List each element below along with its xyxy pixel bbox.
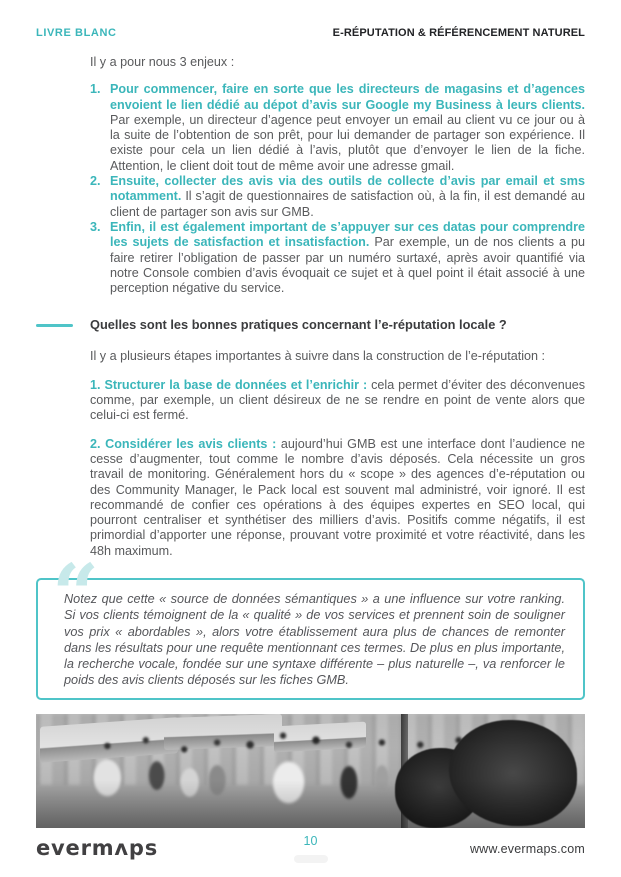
- list-item: [90, 174, 585, 220]
- page-header: [36, 27, 585, 39]
- step-paragraph: [90, 437, 585, 559]
- list-item: [90, 82, 585, 174]
- quote-box: [36, 547, 585, 700]
- list-item-lead: Pour commencer, faire en sorte que les directeurs de magasins et d’agences envoient le lien dédié au dépot d’avis sur Google my Business à leurs clients.: [110, 82, 585, 112]
- list-item: [90, 220, 585, 296]
- list-item-lead: Enfin, il est également important de s’appuyer sur ces datas pour comprendre les sujets de satisfaction et insatisfaction.: [110, 219, 585, 250]
- doc-title: E-RÉPUTATION & RÉFÉRENCEMENT NATUREL: [332, 27, 585, 39]
- list-item-body: Il s’agit de questionnaires de satisfaction où, à la fin, il est demandé au client de partager son avis sur GMB.: [110, 189, 585, 219]
- street-photo: [36, 714, 585, 828]
- step-lead: 1. Structurer la base de données et l’enrichir :: [90, 377, 368, 392]
- list-item-body: Par exemple, un de nos clients a pu faire retirer l’obligation de passer par un numéro surtaxé, après avoir quantifié via notre Console combien d’avis évoquait ce sujet et à quel point il était associé à une perception négative du service.: [110, 235, 585, 296]
- page-number-underline: [294, 855, 328, 863]
- list-item-text: [110, 82, 585, 174]
- list-item-lead: Ensuite, collecter des avis via des outils de collecte d’avis par email et sms notamment.: [110, 174, 585, 204]
- numbered-list: [90, 82, 585, 296]
- main-content: [36, 55, 585, 559]
- doc-type-label: LIVRE BLANC: [36, 27, 117, 39]
- page-number: 10: [303, 834, 318, 848]
- list-item-text: [110, 220, 585, 296]
- list-item-number: 3.: [90, 219, 101, 234]
- list-item-number: 1.: [90, 82, 101, 97]
- section-heading-block: [90, 317, 585, 333]
- website-url: www.evermaps.com: [469, 841, 585, 856]
- list-item-number: 2.: [90, 174, 101, 189]
- section-dash-line: [36, 324, 73, 327]
- body-column: [90, 55, 585, 559]
- step-paragraph: [90, 378, 585, 424]
- list-item-body: Par exemple, un directeur d’agence peut envoyer un email au client vu ce jour ou à la suite de l’obtention de son prêt, pour lui demander de partager son expérience. Il existe pour cela un lien dédié à l’avis, plutôt que d’envoyer le lien de la fiche. Attention, le client doit tout de même avoir une adresse gmail.: [110, 112, 585, 173]
- photo-shading-layer: [36, 714, 585, 828]
- intro-paragraph: Il y a pour nous 3 enjeux :: [90, 55, 235, 69]
- quote-text: Notez que cette « source de données sémantiques » a une influence sur votre ranking. Si vos clients témoignent de la « qualité » de vos services et prennent soin de souligner vos prix « abordables », alors votre établissement aura plus de chances de remonter dans les résultats pour une requête mentionnant ces termes. De plus en plus importante, la recherche vocale, fondée sur une syntaxe différente – plus naturelle –, va renforcer le poids des avis clients déposés sur les fiches GMB.: [64, 592, 565, 688]
- quote-icon: “: [52, 547, 100, 643]
- step-body: cela permet d’éviter des déconvenues comme, par exemple, un client désireux de ne se rendre en point de vente alors que celui-ci est fermé.: [90, 377, 586, 423]
- step-lead: 2. Considérer les avis clients :: [90, 436, 277, 451]
- section-intro: Il y a plusieurs étapes importantes à suivre dans la construction de l’e-réputation :: [90, 349, 546, 364]
- step-body: aujourd’hui GMB est une interface dont l’audience ne cesse d’augmenter, tout comme le nombre d’avis déposés. Cela nécessite un gros travail de monitoring. Généralement hors du « scope » des agences d’e-réputation ou des Community Manager, le Pack local est souvent mal administré, voir ignoré. Il est recommandé de confier ces opérations à des équipes expertes en SEO local, qui pourront centraliser et synthétiser des milliers d’avis. Positifs comme négatifs, il est primordial d’apporter une réponse, prouvant votre proximité et votre réactivité, dans les 48h maximum.: [90, 436, 585, 558]
- page-footer: [36, 834, 585, 863]
- page-number-column: [271, 834, 351, 863]
- section-heading: Quelles sont les bonnes pratiques concernant l’e-réputation locale ?: [90, 317, 507, 333]
- evermaps-logo: evermʌps: [36, 836, 159, 860]
- list-item-text: [110, 174, 585, 220]
